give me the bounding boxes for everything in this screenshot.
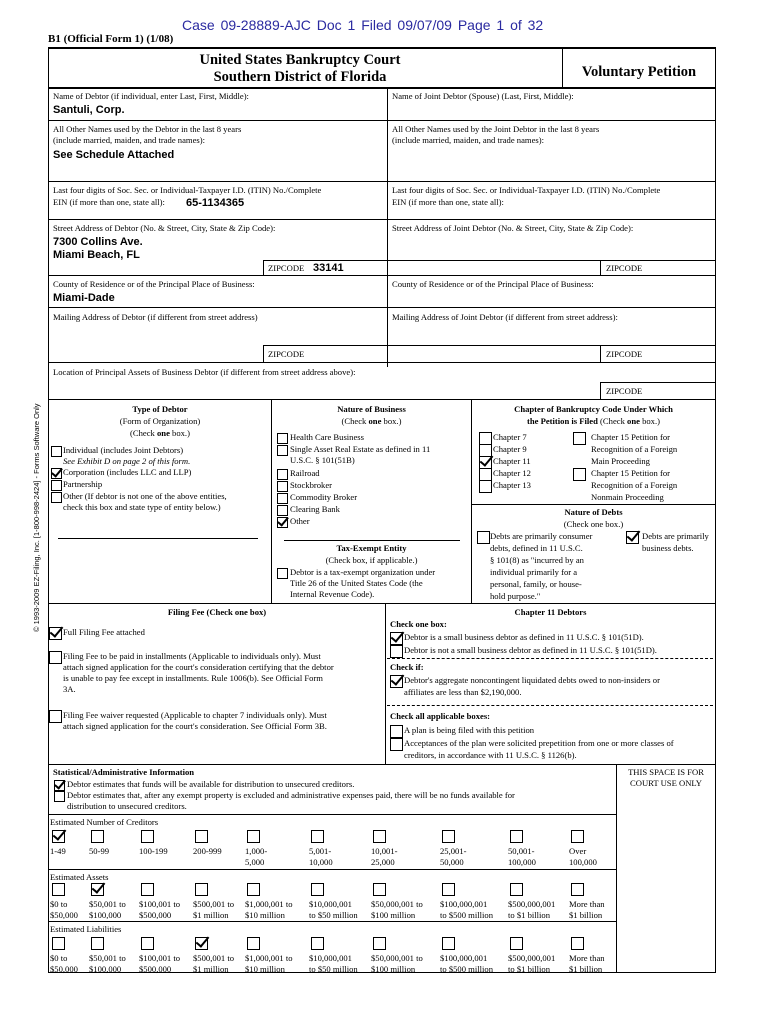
street-line-1[interactable]: 7300 Collins Ave.: [53, 236, 143, 248]
creditors-option-label: 25,001-: [440, 846, 467, 856]
debtor-zipcode[interactable]: 33141: [313, 262, 344, 274]
assets-option-label: $1 billion: [569, 910, 603, 920]
liabilities-option-label: $500,001 to: [193, 953, 235, 963]
creditors-option-label: Over: [569, 846, 587, 856]
creditors-checkbox-8[interactable]: [442, 830, 455, 843]
statistical-title: Statistical/Administrative Information: [53, 767, 195, 777]
location-label: Location of Principal Assets of Business Debtor (if different from street address above):: [53, 367, 356, 377]
creditors-checkbox-7[interactable]: [373, 830, 386, 843]
creditors-checkbox-3[interactable]: [141, 830, 154, 843]
not-small-business-label: Debtor is not a small business debtor as defined in 11 U.S.C. § 101(51D).: [404, 645, 657, 655]
nature-of-business-title: Nature of Business: [337, 404, 406, 414]
mailing-label: Mailing Address of Debtor (if different from street address): [53, 312, 258, 322]
no-funds-label: Debtor estimates that, after any exempt property is excluded and administrative expenses paid, there will be no funds available for: [67, 790, 515, 800]
creditors-checkbox-1[interactable]: [52, 830, 65, 843]
court-use-label-2: COURT USE ONLY: [630, 778, 702, 788]
other-names-label-2: (include married, maiden, and trade names):: [53, 135, 205, 145]
tax-exempt-title: Tax-Exempt Entity: [336, 543, 407, 553]
corporation-label: Corporation (includes LLC and LLP): [63, 467, 192, 477]
other-names[interactable]: See Schedule Attached: [53, 149, 175, 161]
chapter-11-label: Chapter 11: [493, 456, 531, 466]
assets-checkbox-4[interactable]: [195, 883, 208, 896]
health-care-checkbox[interactable]: [277, 433, 288, 444]
ein-label: Last four digits of Soc. Sec. or Individual-Taxpayer I.D. (ITIN) No./Complete: [53, 185, 322, 195]
creditors-checkbox-6[interactable]: [311, 830, 324, 843]
stockbroker-label: Stockbroker: [290, 480, 333, 490]
individual-checkbox[interactable]: [51, 446, 62, 457]
assets-checkbox-7[interactable]: [373, 883, 386, 896]
assets-option-label: $100,000,001: [440, 899, 488, 909]
acceptances-label-2: creditors, in accordance with 11 U.S.C. § 1126(b).: [404, 750, 577, 760]
court-district: Southern District of Florida: [213, 69, 387, 85]
assets-option-label: $100,000: [89, 910, 122, 920]
consumer-debts-label-2: debts, defined in 11 U.S.C.: [490, 543, 583, 553]
liabilities-option-label: to $1 billion: [508, 964, 551, 974]
other-entity-label: Other (If debtor is not one of the above entities,: [63, 491, 227, 501]
joint-street-label: Street Address of Joint Debtor (No. & Street, City, State & Zip Code):: [392, 223, 634, 233]
creditors-option-label: 10,000: [309, 857, 333, 867]
liabilities-option-label: to $50 million: [309, 964, 358, 974]
liabilities-option-label: $50,000: [50, 964, 78, 974]
joint-name-label: Name of Joint Debtor (Spouse) (Last, First, Middle):: [392, 91, 574, 101]
assets-option-label: $500,000: [139, 910, 172, 920]
chapter-15-main-checkbox[interactable]: [573, 432, 586, 445]
plan-filed-checkbox[interactable]: [390, 725, 403, 738]
creditors-option-label: 50-99: [89, 846, 110, 856]
chapter-7-label: Chapter 7: [493, 432, 527, 442]
assets-option-label: to $50 million: [309, 910, 358, 920]
liabilities-option-label: $10 million: [245, 964, 285, 974]
creditors-option-label: 25,000: [371, 857, 395, 867]
chapter-11-check-all: Check all applicable boxes:: [390, 711, 491, 721]
acceptances-checkbox[interactable]: [390, 738, 403, 751]
consumer-debts-label: Debts are primarily consumer: [490, 531, 593, 541]
liabilities-checkbox-2[interactable]: [91, 937, 104, 950]
court-use-label: THIS SPACE IS FOR: [628, 767, 704, 777]
liabilities-option-label: $50,000,001 to: [371, 953, 423, 963]
petition-type: Voluntary Petition: [581, 64, 697, 80]
chapter-15-main-label-2: Recognition of a Foreign: [591, 444, 678, 454]
individual-label: Individual (includes Joint Debtors): [63, 445, 184, 455]
creditors-checkbox-10[interactable]: [571, 830, 584, 843]
creditors-option-label: 100,000: [569, 857, 597, 867]
full-fee-checkbox[interactable]: [49, 627, 62, 640]
ein-label-2: EIN (if more than one, state all):: [53, 197, 165, 207]
liabilities-option-label: $100,001 to: [139, 953, 181, 963]
partnership-label: Partnership: [63, 479, 103, 489]
joint-zipcode-label: ZIPCODE: [606, 263, 643, 273]
clearing-bank-label: Clearing Bank: [290, 504, 340, 514]
other-business-label: Other: [290, 516, 310, 526]
plan-filed-label: A plan is being filed with this petition: [404, 725, 535, 735]
creditors-checkbox-2[interactable]: [91, 830, 104, 843]
software-notice: © 1993-2009 EZ-Filing, Inc. [1-800-998-2424] - Forms Software Only: [32, 403, 41, 632]
other-entity-label-2: check this box and state type of entity below.): [63, 502, 221, 512]
liabilities-checkbox-3[interactable]: [141, 937, 154, 950]
installments-checkbox[interactable]: [49, 651, 62, 664]
joint-mailing-label: Mailing Address of Joint Debtor (if different from street address):: [392, 312, 618, 322]
individual-note: See Exhibit D on page 2 of this form.: [63, 456, 191, 466]
debtor-name-label: Name of Debtor (if individual, enter Last, First, Middle):: [53, 91, 249, 101]
frame-top: [48, 47, 716, 49]
creditors-checkbox-5[interactable]: [247, 830, 260, 843]
assets-option-label: $0 to: [50, 899, 68, 909]
aggregate-debts-label-2: affiliates are less than $2,190,000.: [404, 687, 522, 697]
creditors-checkbox-4[interactable]: [195, 830, 208, 843]
nature-of-debts-sub: (Check one box.): [563, 519, 624, 529]
assets-checkbox-9[interactable]: [510, 883, 523, 896]
single-asset-label: Single Asset Real Estate as defined in 11: [290, 444, 431, 454]
liabilities-option-label: $100,000,001: [440, 953, 488, 963]
joint-ein-label: Last four digits of Soc. Sec. or Individual-Taxpayer I.D. (ITIN) No./Complete: [392, 185, 661, 195]
liabilities-option-label: $100,000: [89, 964, 122, 974]
consumer-debts-label-4: individual primarily for a: [490, 567, 578, 577]
aggregate-debts-checkbox[interactable]: [390, 675, 403, 688]
nature-of-business-sub: (Check one box.): [341, 416, 402, 426]
location-zipcode-label: ZIPCODE: [606, 386, 643, 396]
tax-exempt-sub: (Check box, if applicable.): [325, 555, 418, 565]
tax-exempt-label-2: Title 26 of the United States Code (the: [290, 578, 423, 588]
creditors-option-label: 100-199: [139, 846, 168, 856]
chapter-15-main-label: Chapter 15 Petition for: [591, 432, 671, 442]
waiver-checkbox[interactable]: [49, 710, 62, 723]
acceptances-label: Acceptances of the plan were solicited prepetition from one or more classes of: [404, 738, 674, 748]
waiver-label: Filing Fee waiver requested (Applicable to chapter 7 individuals only). Must: [63, 710, 327, 720]
street-line-2[interactable]: Miami Beach, FL: [53, 249, 140, 261]
waiver-label-2: attach signed application for the court's consideration. See Official Form 3B.: [63, 721, 327, 731]
single-asset-label-2: U.S.C. § 101(51B): [290, 455, 355, 465]
chapter-15-nonmain-checkbox[interactable]: [573, 468, 586, 481]
frame-right: [715, 47, 716, 973]
chapter-9-label: Chapter 9: [493, 444, 527, 454]
assets-label: Estimated Assets: [50, 872, 109, 882]
chapter-15-main-label-3: Main Proceeding: [591, 456, 650, 466]
liabilities-label: Estimated Liabilities: [50, 924, 122, 934]
installments-label-2: attach signed application for the court's consideration certifying that the debtor: [63, 662, 334, 672]
county-label: County of Residence or of the Principal Place of Business:: [53, 279, 255, 289]
assets-checkbox-10[interactable]: [571, 883, 584, 896]
liabilities-checkbox-9[interactable]: [510, 937, 523, 950]
consumer-debts-label-5: personal, family, or house-: [490, 579, 582, 589]
creditors-checkbox-9[interactable]: [510, 830, 523, 843]
joint-other-names-label: All Other Names used by the Joint Debtor in the last 8 years: [392, 124, 600, 134]
liabilities-option-label: $0 to: [50, 953, 68, 963]
consumer-debts-label-6: hold purpose.": [490, 591, 541, 601]
no-funds-checkbox[interactable]: [54, 791, 65, 802]
liabilities-checkbox-6[interactable]: [311, 937, 324, 950]
full-fee-label: Full Filing Fee attached: [63, 627, 145, 637]
chapter-title-2: the Petition is Filed (Check one box.): [527, 416, 660, 426]
installments-label-4: 3A.: [63, 684, 76, 694]
liabilities-checkbox-10[interactable]: [571, 937, 584, 950]
assets-option-label: to $500 million: [440, 910, 493, 920]
creditors-option-label: 1-49: [50, 846, 66, 856]
creditors-label: Estimated Number of Creditors: [50, 817, 159, 827]
creditors-option-label: 50,000: [440, 857, 464, 867]
assets-option-label: $500,000,001: [508, 899, 556, 909]
chapter-11-check-if: Check if:: [390, 662, 424, 672]
mailing-zipcode-label: ZIPCODE: [268, 349, 305, 359]
assets-option-label: More than: [569, 899, 605, 909]
business-debts-checkbox[interactable]: [626, 531, 639, 544]
stockbroker-checkbox[interactable]: [277, 481, 288, 492]
assets-checkbox-5[interactable]: [247, 883, 260, 896]
health-care-label: Health Care Business: [290, 432, 364, 442]
business-debts-label: Debts are primarily: [642, 531, 709, 541]
liabilities-option-label: $1 million: [193, 964, 229, 974]
debtor-ein[interactable]: 65-1134365: [186, 197, 245, 209]
type-of-debtor-sub2: (Check one box.): [130, 428, 190, 438]
liabilities-option-label: $1,000,001 to: [245, 953, 293, 963]
creditors-option-label: 5,000: [245, 857, 265, 867]
chapter-11-check-one: Check one box:: [390, 619, 447, 629]
zipcode-label: ZIPCODE: [268, 263, 305, 273]
filing-fee-title: Filing Fee (Check one box): [167, 607, 267, 617]
not-small-business-checkbox[interactable]: [390, 645, 403, 658]
consumer-debts-checkbox[interactable]: [477, 531, 490, 544]
assets-option-label: $50,000,001 to: [371, 899, 423, 909]
liabilities-option-label: $10,000,001: [309, 953, 352, 963]
assets-checkbox-8[interactable]: [442, 883, 455, 896]
creditors-option-label: 10,001-: [371, 846, 398, 856]
liabilities-option-label: to $500 million: [440, 964, 493, 974]
partnership-checkbox[interactable]: [51, 480, 62, 491]
single-asset-checkbox[interactable]: [277, 445, 288, 456]
small-business-checkbox[interactable]: [390, 632, 403, 645]
joint-county-label: County of Residence or of the Principal Place of Business:: [392, 279, 594, 289]
other-business-checkbox[interactable]: [277, 517, 288, 528]
aggregate-debts-label: Debtor's aggregate noncontingent liquidated debts owed to non-insiders or: [404, 675, 660, 685]
chapter-11-debtors-title: Chapter 11 Debtors: [514, 607, 587, 617]
joint-ein-label-2: EIN (if more than one, state all):: [392, 197, 504, 207]
type-of-debtor-sub1: (Form of Organization): [119, 416, 201, 426]
form-id: B1 (Official Form 1) (1/08): [48, 33, 174, 45]
other-names-label: All Other Names used by the Debtor in the last 8 years: [53, 124, 242, 134]
court-name: United States Bankruptcy Court: [199, 52, 401, 68]
assets-option-label: $50,001 to: [89, 899, 126, 909]
assets-option-label: $10 million: [245, 910, 285, 920]
commodity-broker-label: Commodity Broker: [290, 492, 358, 502]
creditors-option-label: 100,000: [508, 857, 536, 867]
liabilities-checkbox-4[interactable]: [195, 937, 208, 950]
liabilities-option-label: More than: [569, 953, 605, 963]
chapter-13-label: Chapter 13: [493, 480, 531, 490]
creditors-option-label: 5,001-: [309, 846, 332, 856]
liabilities-checkbox-7[interactable]: [373, 937, 386, 950]
assets-checkbox-6[interactable]: [311, 883, 324, 896]
chapter-title: Chapter of Bankruptcy Code Under Which: [514, 404, 673, 414]
other-entity-line[interactable]: [58, 538, 258, 539]
assets-checkbox-1[interactable]: [52, 883, 65, 896]
corporation-checkbox[interactable]: [51, 468, 62, 479]
assets-option-label: $100,001 to: [139, 899, 181, 909]
assets-option-label: $1 million: [193, 910, 229, 920]
other-entity-checkbox[interactable]: [51, 492, 62, 503]
chapter-15-nonmain-label: Chapter 15 Petition for: [591, 468, 671, 478]
creditors-option-label: 50,001-: [508, 846, 535, 856]
installments-label-3: is unable to pay fee except in installments. Rule 1006(b). See Official Form: [63, 673, 323, 683]
liabilities-option-label: $1 billion: [569, 964, 603, 974]
small-business-label: Debtor is a small business debtor as defined in 11 U.S.C. § 101(51D).: [404, 632, 644, 642]
installments-label: Filing Fee to be paid in installments (Applicable to individuals only). Must: [63, 651, 321, 661]
chapter-15-nonmain-label-2: Recognition of a Foreign: [591, 480, 678, 490]
assets-option-label: to $1 billion: [508, 910, 551, 920]
creditors-option-label: 1,000-: [245, 846, 268, 856]
business-debts-label-2: business debts.: [642, 543, 694, 553]
creditors-option-label: 200-999: [193, 846, 222, 856]
no-funds-label-2: distribution to unsecured creditors.: [67, 801, 187, 811]
liabilities-option-label: $100 million: [371, 964, 416, 974]
tax-exempt-label-3: Internal Revenue Code).: [290, 589, 375, 599]
funds-available-checkbox[interactable]: [54, 780, 65, 791]
railroad-checkbox[interactable]: [277, 469, 288, 480]
joint-other-names-label-2: (include married, maiden, and trade names):: [392, 135, 544, 145]
chapter-12-label: Chapter 12: [493, 468, 531, 478]
consumer-debts-label-3: § 101(8) as "incurred by an: [490, 555, 584, 565]
liabilities-option-label: $500,000,001: [508, 953, 556, 963]
assets-checkbox-2[interactable]: [91, 883, 104, 896]
assets-option-label: $100 million: [371, 910, 416, 920]
assets-checkbox-3[interactable]: [141, 883, 154, 896]
assets-option-label: $1,000,001 to: [245, 899, 293, 909]
tax-exempt-label: Debtor is a tax-exempt organization under: [290, 567, 436, 577]
funds-available-label: Debtor estimates that funds will be available for distribution to unsecured creditors.: [67, 779, 355, 789]
assets-option-label: $500,001 to: [193, 899, 235, 909]
tax-exempt-checkbox[interactable]: [277, 568, 288, 579]
case-stamp: Case 09-28889-AJC Doc 1 Filed 09/07/09 Page 1 of 32: [182, 17, 544, 33]
liabilities-checkbox-8[interactable]: [442, 937, 455, 950]
joint-mailing-zipcode-label: ZIPCODE: [606, 349, 643, 359]
frame-left: [48, 47, 49, 973]
liabilities-checkbox-1[interactable]: [52, 937, 65, 950]
nature-of-debts-title: Nature of Debts: [564, 507, 623, 517]
commodity-broker-checkbox[interactable]: [277, 493, 288, 504]
assets-option-label: $10,000,001: [309, 899, 352, 909]
railroad-label: Railroad: [290, 468, 320, 478]
liabilities-checkbox-5[interactable]: [247, 937, 260, 950]
chapter-15-nonmain-label-3: Nonmain Proceeding: [591, 492, 664, 502]
liabilities-option-label: $50,001 to: [89, 953, 126, 963]
assets-option-label: $50,000: [50, 910, 78, 920]
liabilities-option-label: $500,000: [139, 964, 172, 974]
type-of-debtor-title: Type of Debtor: [132, 404, 188, 414]
county[interactable]: Miami-Dade: [53, 292, 115, 304]
debtor-name[interactable]: Santuli, Corp.: [53, 104, 125, 116]
street-label: Street Address of Debtor (No. & Street, City, State & Zip Code):: [53, 223, 276, 233]
chapter-13-checkbox[interactable]: [479, 480, 492, 493]
